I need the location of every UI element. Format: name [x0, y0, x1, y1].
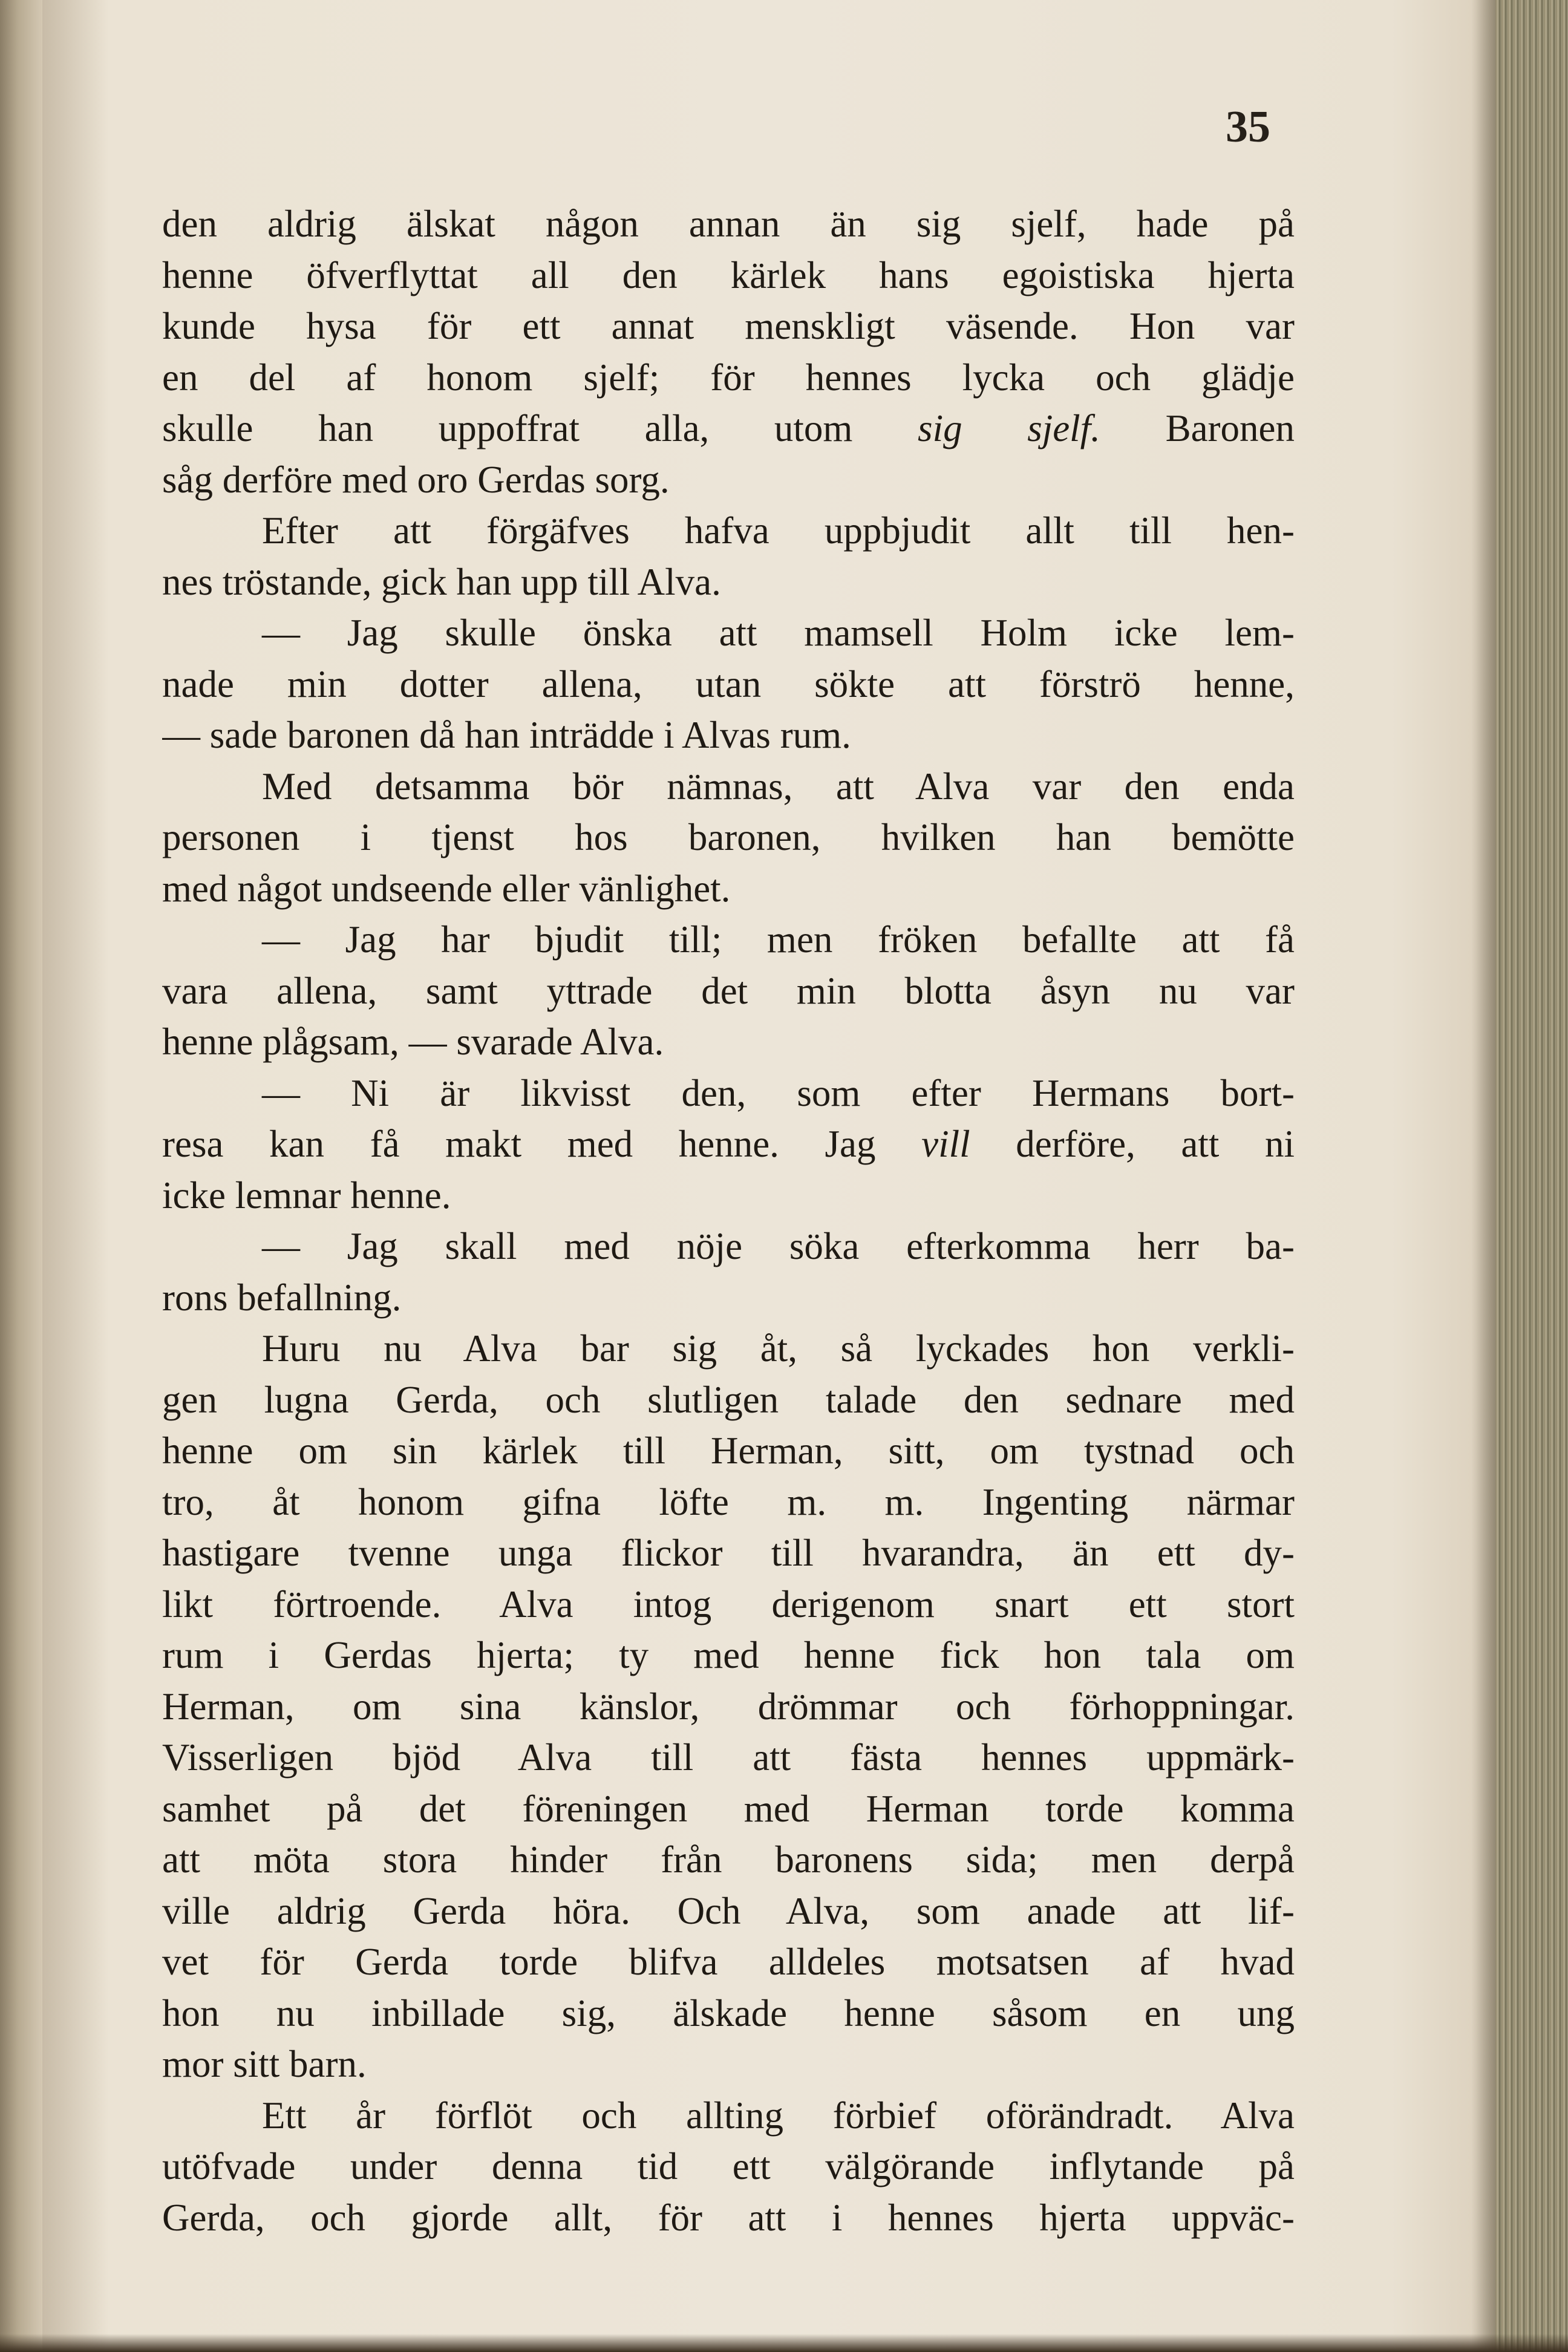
text-line: Ett år förflöt och allting förbief oförändradt. Alva	[262, 2094, 1295, 2137]
text-line: tro, åt honom gifna löfte m. m. Ingenting närmar	[162, 1480, 1295, 1523]
text-line: Huru nu Alva bar sig åt, så lyckades hon verkli-	[262, 1327, 1295, 1370]
book-spine	[0, 0, 42, 2352]
text-line: utöfvade under denna tid ett välgörande inflytande på	[162, 2145, 1295, 2187]
text-line: Herman, om sina känslor, drömmar och förhoppningar.	[162, 1685, 1295, 1728]
text-line: nade min dotter allena, utan sökte att förströ henne,	[162, 662, 1295, 705]
text-line: Med detsamma bör nämnas, att Alva var den enda	[262, 765, 1295, 808]
text-line: vet för Gerda torde blifva alldeles motsatsen af hvad	[162, 1941, 1295, 1983]
text-line: nes tröstande, gick han upp till Alva.	[162, 560, 721, 603]
text-line: henne plågsam, — svarade Alva.	[162, 1021, 664, 1063]
text-line: hastigare tvenne unga flickor till hvarandra, än ett dy-	[162, 1532, 1295, 1574]
text-line: rum i Gerdas hjerta; ty med henne fick hon tala om	[162, 1634, 1295, 1676]
italic-emphasis: sig sjelf.	[918, 407, 1100, 449]
text-line	[162, 403, 1295, 454]
gutter-shadow	[42, 0, 109, 2352]
text-line: mor sitt barn.	[162, 2043, 367, 2085]
text-line: ville aldrig Gerda höra. Och Alva, som anade att lif-	[162, 1889, 1295, 1932]
text-segment: resa kan få makt med henne. Jag	[162, 1123, 922, 1165]
text-segment: derföre, att ni	[970, 1123, 1295, 1165]
text-line: den aldrig älskat någon annan än sig sjelf, hade på	[162, 203, 1295, 245]
text-line: vara allena, samt yttrade det min blotta åsyn nu var	[162, 969, 1295, 1012]
text-segment: Baronen	[1100, 407, 1295, 449]
text-line: henne öfverflyttat all den kärlek hans egoistiska hjerta	[162, 253, 1295, 296]
fore-edge-shadow	[1471, 0, 1495, 2352]
bottom-edge	[0, 2334, 1568, 2352]
text-line: rons befallning.	[162, 1276, 402, 1319]
text-line: — sade baronen då han inträdde i Alvas rum.	[162, 714, 851, 756]
text-line: — Jag skulle önska att mamsell Holm icke lem-	[262, 612, 1295, 654]
text-line: gen lugna Gerda, och slutligen talade den sednare med	[162, 1378, 1295, 1421]
page-stack-edge	[1495, 0, 1568, 2352]
text-line: såg derföre med oro Gerdas sorg.	[162, 458, 670, 501]
text-line: Efter att förgäfves hafva uppbjudit allt till hen-	[262, 509, 1295, 552]
text-line: Visserligen bjöd Alva till att fästa hennes uppmärk-	[162, 1736, 1295, 1779]
text-line: likt förtroende. Alva intog derigenom snart ett stort	[162, 1583, 1295, 1625]
text-line: — Jag skall med nöje söka efterkomma herr ba-	[262, 1225, 1295, 1267]
text-line: — Ni är likvisst den, som efter Hermans bort-	[262, 1071, 1295, 1114]
text-segment: skulle han uppoffrat alla, utom	[162, 407, 918, 449]
text-line: en del af honom sjelf; för hennes lycka och glädje	[162, 356, 1295, 399]
text-line: — Jag har bjudit till; men fröken befallte att få	[262, 918, 1295, 961]
body-text	[162, 198, 1295, 2243]
text-line: hon nu inbillade sig, älskade henne såsom en ung	[162, 1991, 1295, 2034]
text-line: att möta stora hinder från baronens sida; men derpå	[162, 1838, 1295, 1881]
text-line: Gerda, och gjorde allt, för att i hennes hjerta uppväc-	[162, 2196, 1295, 2239]
text-line	[162, 1119, 1295, 1170]
text-line: med något undseende eller vänlighet.	[162, 867, 731, 910]
italic-emphasis: vill	[921, 1123, 970, 1165]
text-line: samhet på det föreningen med Herman torde komma	[162, 1787, 1295, 1830]
page-number: 35	[1226, 102, 1270, 152]
text-line: icke lemnar henne.	[162, 1174, 451, 1217]
text-line: personen i tjenst hos baronen, hvilken han bemötte	[162, 816, 1295, 858]
text-line: kunde hysa för ett annat menskligt väsende. Hon var	[162, 305, 1295, 347]
text-line: henne om sin kärlek till Herman, sitt, om tystnad och	[162, 1429, 1295, 1472]
